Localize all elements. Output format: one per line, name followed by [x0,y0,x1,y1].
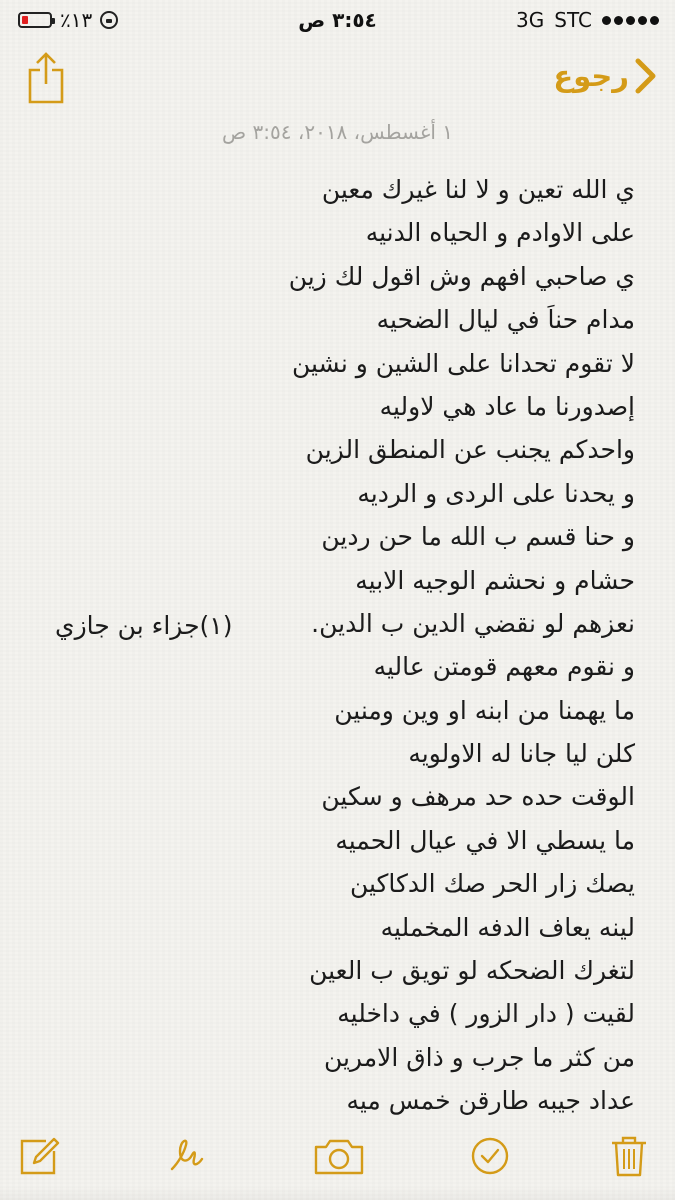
back-label: رجوع [553,59,629,93]
note-line: واحدكم يجنب عن المنطق الزين [305,435,635,465]
signal-icon [602,16,659,25]
scroll-edge [0,1186,675,1200]
sketch-icon [164,1133,210,1179]
checklist-button[interactable] [467,1133,513,1179]
note-line: إصدورنا ما عاد هي لاوليه [379,391,635,421]
note-line: و نقوم معهم قومتن عاليه [373,652,635,682]
bottom-toolbar [0,1125,675,1185]
note-line: يصك زار الحر صك الدكاكين [349,869,635,899]
back-button[interactable] [553,58,657,94]
chevron-right-icon [635,58,657,94]
note-line: عداد جيبه طارقن خمس ميه [346,1086,635,1116]
share-button[interactable] [26,52,66,102]
status-right [516,8,659,32]
note-line: مدام حناَ في ليال الضحيه [376,305,635,335]
network-type: 3G [516,8,545,32]
note-line: لا تقوم تحدانا على الشين و نشين [291,348,635,378]
note-line: لينه يعاف الدفه المخمليه [380,912,635,942]
navigation-bar [0,44,675,114]
note-line: ي صاحبي افهم وش اقول لك زين [288,261,635,291]
note-line: على الاوادم و الحياه الدنيه [365,218,635,248]
sketch-button[interactable] [164,1133,210,1179]
checklist-icon [467,1133,513,1179]
note-line: و حنا قسم ب الله ما حن ردين [321,522,635,552]
delete-button[interactable] [606,1133,652,1179]
note-line: كلن ليا جانا له الاولويه [408,739,635,769]
note-line: نعزهم لو نقضي الدين ب الدين. [311,608,635,638]
note-line: ما يهمنا من ابنه او وين ومنين [334,695,635,725]
battery-percent: ٪١٣ [60,8,93,32]
note-line: حشام و نحشم الوجيه الابيه [355,565,635,595]
note-line: من كثر ما جرب و ذاق الامرين [323,1042,635,1072]
note-line: ي الله تعين و لا لنا غيرك معين [321,175,635,204]
camera-button[interactable] [312,1133,366,1179]
note-author: (١)جزاء بن جازي [55,611,233,640]
note-body[interactable] [35,168,635,1123]
compose-icon [16,1133,62,1179]
carrier-name: STC [554,8,592,32]
share-icon [26,52,66,104]
compose-button[interactable] [16,1133,62,1179]
note-line: و يحدنا على الردى و الرديه [357,478,635,508]
note-line: الوقت حده حد مرهف و سكين [321,782,635,812]
status-bar [0,0,675,40]
note-line: لقيت ( دار الزور ) في داخليه [337,999,635,1029]
note-line: ما يسطي الا في عيال الحميه [335,825,635,855]
note-line: لتغرك الضحكه لو تويق ب العين [309,956,635,986]
camera-icon [312,1133,366,1179]
trash-icon [606,1133,652,1179]
note-date: ١ أغسطس، ٢٠١٨، ٣:٥٤ ص [222,120,453,144]
status-time: ٣:٥٤ ص [298,8,377,32]
